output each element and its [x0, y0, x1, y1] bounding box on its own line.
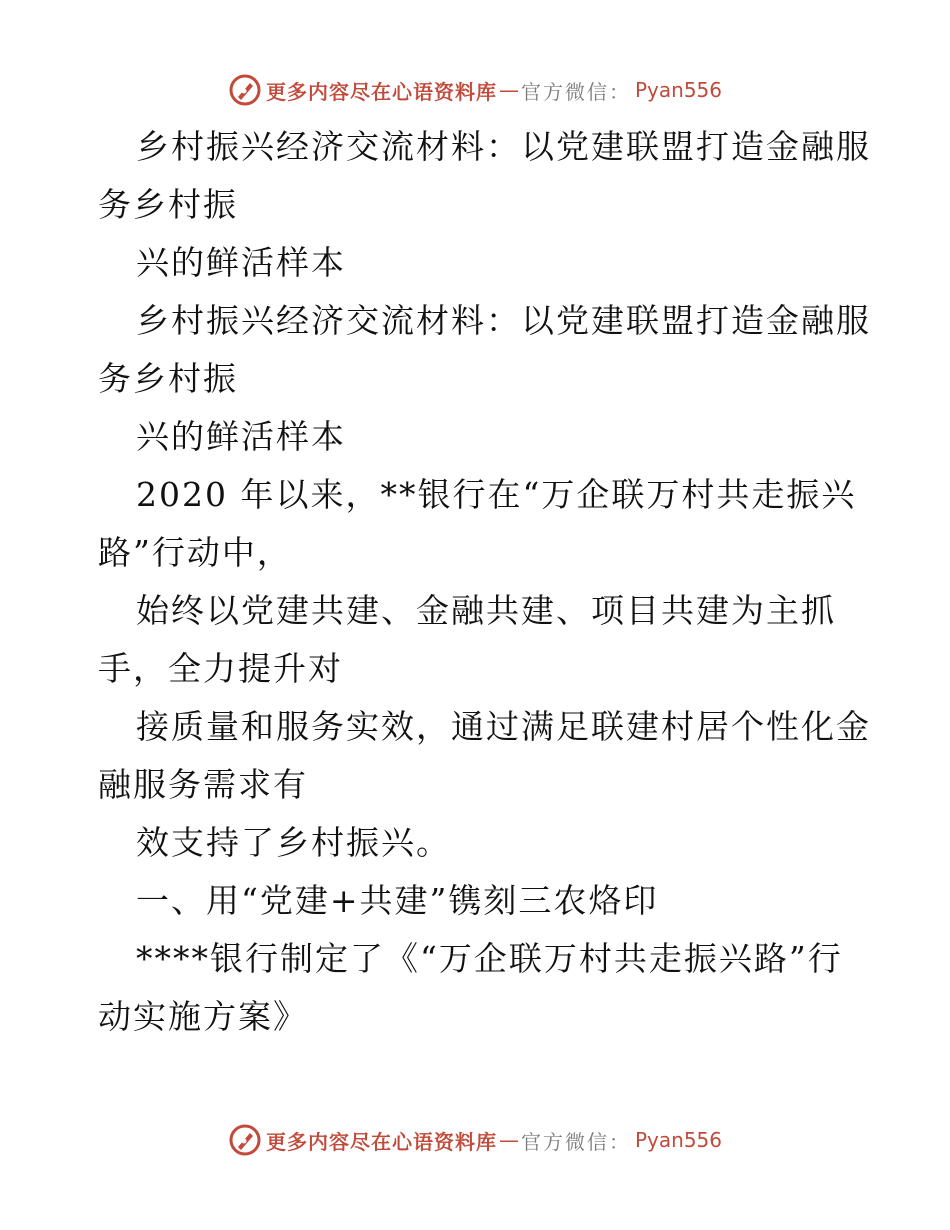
- text-line: ****银行制定了《“万企联万村共走振兴路”行: [136, 939, 843, 978]
- watermark-label: 官方微信：: [520, 79, 631, 104]
- text-line: 接质量和服务实效，通过满足联建村居个性化金: [136, 707, 871, 746]
- text-line: 动实施方案》: [98, 997, 308, 1036]
- text-line: 兴的鲜活样本: [136, 417, 346, 456]
- watermark-wechat-id: Pyan556: [634, 78, 722, 102]
- text-line: 兴的鲜活样本: [136, 243, 346, 282]
- text-line: 乡村振兴经济交流材料：以党建联盟打造金融服: [136, 127, 871, 166]
- text-line: 效支持了乡村振兴。: [136, 823, 451, 862]
- document-body: [98, 118, 871, 1046]
- text-line: 乡村振兴经济交流材料：以党建联盟打造金融服: [136, 301, 871, 340]
- text-line: 融服务需求有: [98, 765, 308, 804]
- watermark-wechat-id: Pyan556: [634, 1128, 722, 1152]
- pen-logo-icon: [228, 73, 262, 107]
- text-line: 务乡村振: [98, 185, 238, 224]
- footer-watermark: [0, 1120, 950, 1160]
- text-line: 2020 年以来，**银行在“万企联万村共走振兴: [136, 475, 857, 514]
- watermark-site-text: 更多内容尽在心语资料库: [265, 1129, 497, 1154]
- watermark-label: 官方微信：: [520, 1129, 631, 1154]
- text-line: 手，全力提升对: [98, 649, 343, 688]
- text-line: 路”行动中，: [98, 533, 292, 572]
- text-line: 务乡村振: [98, 359, 238, 398]
- text-line: 一、用“党建+共建”镌刻三农烙印: [136, 881, 659, 920]
- watermark-site-text: 更多内容尽在心语资料库: [265, 79, 497, 104]
- header-watermark: [0, 70, 950, 110]
- watermark-dash: —: [498, 1128, 519, 1152]
- text-line: 始终以党建共建、金融共建、项目共建为主抓: [136, 591, 836, 630]
- pen-logo-icon: [228, 1123, 262, 1157]
- watermark-dash: —: [498, 78, 519, 102]
